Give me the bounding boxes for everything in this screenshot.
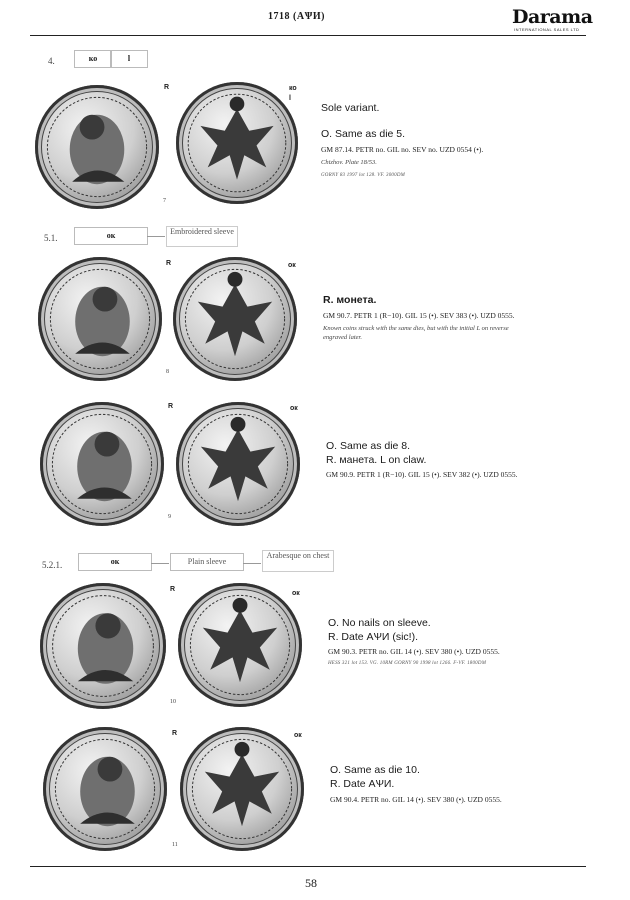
entry-line: Sole variant.	[321, 102, 380, 114]
obverse-mark: R	[170, 586, 176, 593]
figure-number: 9	[168, 514, 171, 520]
obverse-mark: R	[164, 84, 170, 91]
coin-reverse	[176, 402, 300, 526]
entry-line: R. монета.	[323, 294, 377, 306]
connector-line	[147, 236, 165, 237]
figure-number: 7	[163, 198, 166, 204]
entry-line: O. Same as die 5.	[321, 128, 406, 140]
connector-line	[151, 563, 169, 564]
variant-note-box: Plain sleeve	[170, 553, 244, 571]
auction-record: GORNY 83 1997 lot 128. VF. 3000DM	[321, 173, 406, 178]
coin-obverse	[38, 257, 162, 381]
section-number: 5.2.1.	[42, 560, 63, 570]
entry-line: O. Same as die 10.	[330, 764, 420, 776]
coin-reverse	[176, 82, 298, 204]
entry-line: R. Date АѰИ.	[330, 778, 395, 790]
catalog-note: Chizhov. Plate 18/53.	[321, 159, 377, 166]
page-header-title: 1718 (АѰИ)	[268, 11, 325, 22]
catalog-reference: GM 90.3. PETR no. GIL 14 (•). SEV 380 (•). UZD 0555.	[328, 647, 500, 656]
entry-line: R. манета. L on claw.	[326, 454, 427, 466]
variant-box: ок	[74, 227, 148, 245]
catalog-reference: GM 87.14. PETR no. GIL no. SEV no. UZD 0554 (•).	[321, 145, 484, 154]
entry-line: O. Same as die 8.	[326, 440, 411, 452]
coin-reverse	[178, 583, 302, 707]
page-number: 58	[305, 876, 317, 890]
coin-reverse	[180, 727, 304, 851]
obverse-mark: R	[168, 403, 174, 410]
figure-number: 8	[166, 369, 169, 375]
variant-note-box: Arabesque on chest	[262, 550, 334, 572]
coin-obverse	[40, 583, 166, 709]
entry-line: O. No nails on sleeve.	[328, 617, 431, 629]
publisher-logo-subtitle: INTERNATIONAL SALES LTD	[514, 27, 580, 32]
auction-record: HESS 321 lot 153. VG. 10RM GORNY 90 1998 lot 1266. F-VF. 1800DM	[328, 661, 487, 666]
reverse-mark: ок	[294, 732, 302, 739]
figure-number: 10	[170, 699, 176, 705]
variant-box: ок	[78, 553, 152, 571]
header-rule	[30, 35, 586, 36]
obverse-mark: R	[172, 730, 178, 737]
variant-box: l	[110, 50, 148, 68]
catalog-note: engraved later.	[323, 334, 362, 341]
entry-line: R. Date АѰИ (sic!).	[328, 631, 419, 643]
catalog-reference: GM 90.4. PETR no. GIL 14 (•). SEV 380 (•). UZD 0555.	[330, 795, 502, 804]
coin-obverse	[43, 727, 167, 851]
obverse-mark: R	[166, 260, 172, 267]
coin-reverse	[173, 257, 297, 381]
section-number: 4.	[48, 56, 55, 66]
catalog-reference: GM 90.7. PETR 1 (R−10). GIL 15 (•). SEV 383 (•). UZD 0555.	[323, 311, 515, 320]
reverse-mark: ок	[290, 405, 298, 412]
publisher-logo: Darama	[512, 6, 593, 28]
reverse-mark: ко l	[289, 85, 297, 102]
catalog-note: Known coins struck with the same dies, but with the initial L on reverse	[323, 325, 509, 332]
footer-rule	[30, 866, 586, 867]
variant-box: ко	[74, 50, 112, 68]
connector-line	[243, 563, 261, 564]
variant-note-box: Embroidered sleeve	[166, 226, 238, 247]
section-number: 5.1.	[44, 233, 58, 243]
coin-obverse	[40, 402, 164, 526]
catalog-reference: GM 90.9. PETR 1 (R−10). GIL 15 (•). SEV 382 (•). UZD 0555.	[326, 470, 518, 479]
reverse-mark: ок	[288, 262, 296, 269]
reverse-mark: ок	[292, 590, 300, 597]
coin-obverse	[35, 85, 159, 209]
figure-number: 11	[172, 842, 178, 848]
